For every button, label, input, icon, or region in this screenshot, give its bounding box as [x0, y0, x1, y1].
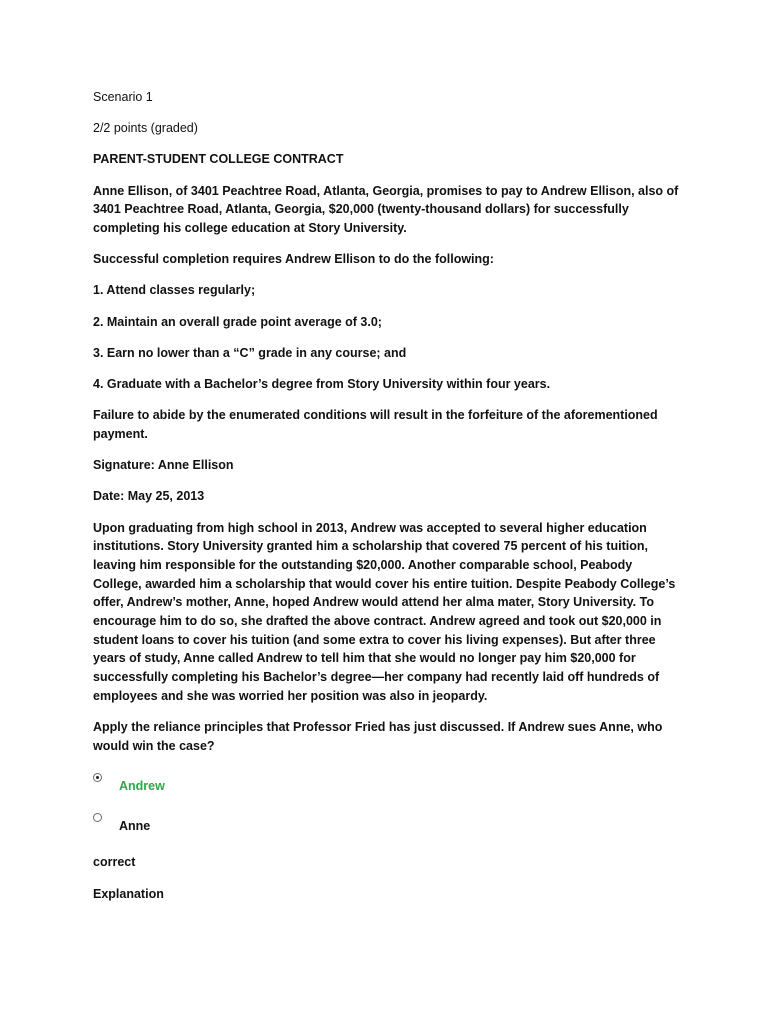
requirement-item: 1. Attend classes regularly;	[93, 283, 256, 298]
option-anne[interactable]	[93, 813, 683, 835]
radio-unselected-icon[interactable]	[93, 813, 102, 822]
radio-selected-icon[interactable]	[93, 773, 102, 782]
option-andrew[interactable]	[93, 773, 683, 795]
question-text: Apply the reliance principles that Professor Fried has just discussed. If Andrew sues Anne, who would win the case?	[93, 720, 663, 753]
requirement-item: 3. Earn no lower than a “C” grade in any course; and	[93, 345, 407, 360]
requirement-item: 4. Graduate with a Bachelor’s degree from Story University within four years.	[93, 377, 551, 392]
scenario-title: Scenario 1	[93, 90, 153, 104]
explanation-label: Explanation	[93, 886, 164, 901]
contract-heading: PARENT-STUDENT COLLEGE CONTRACT	[93, 152, 344, 167]
document-page	[93, 88, 683, 916]
answer-options	[93, 773, 683, 835]
result-status: correct	[93, 855, 136, 870]
contract-intro: Anne Ellison, of 3401 Peachtree Road, Atlanta, Georgia, promises to pay to Andrew Ellison, also of 3401 Peachtree Road, Atlanta, Georgia, $20,000 (twenty-thousand dollars) for successfully completing his college education at Story University.	[93, 183, 679, 236]
requirements-intro: Successful completion requires Andrew Ellison to do the following:	[93, 252, 494, 267]
scenario-story: Upon graduating from high school in 2013, Andrew was accepted to several higher education institutions. Story University granted him a scholarship that covered 75 percent of his tuition, leaving him responsible for the outstanding $20,000. Another comparable school, Peabody College, awarded him a scholarship that would cover his entire tuition. Despite Peabody College’s offer, Andrew’s mother, Anne, hoped Andrew would attend her alma mater, Story University. To encourage him to do so, she drafted the above contract. Andrew agreed and took out $20,000 in student loans to cover his tuition (and some extra to cover his living expenses). But after three years of study, Anne called Andrew to tell him that she would no longer pay him $20,000 for successfully completing his Bachelor’s degree—her company had recently laid off hundreds of employees and she was worried her position was also in jeopardy.	[93, 520, 676, 703]
date-line: Date: May 25, 2013	[93, 489, 205, 504]
failure-clause: Failure to abide by the enumerated conditions will result in the forfeiture of the aforementioned payment.	[93, 408, 658, 441]
signature-line: Signature: Anne Ellison	[93, 458, 234, 473]
points-indicator: 2/2 points (graded)	[93, 121, 198, 136]
requirement-item: 2. Maintain an overall grade point average of 3.0;	[93, 314, 382, 329]
option-label-andrew[interactable]: Andrew	[119, 779, 165, 794]
option-label-anne[interactable]: Anne	[119, 819, 151, 834]
